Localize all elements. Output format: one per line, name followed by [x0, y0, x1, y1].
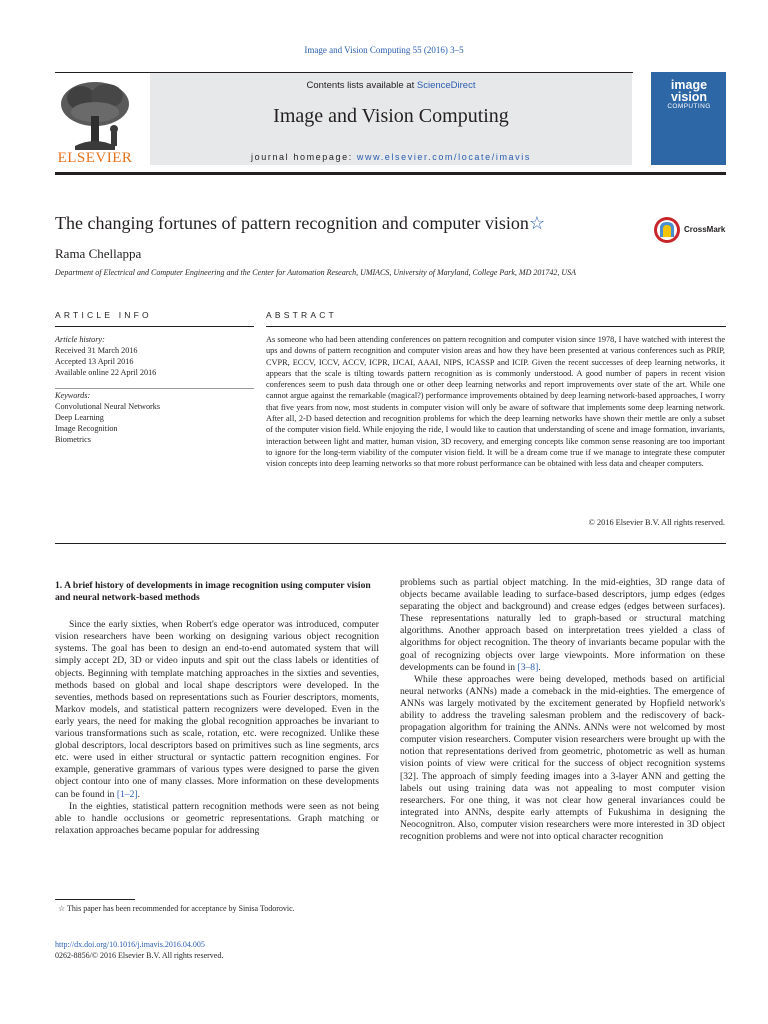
- elsevier-wordmark: ELSEVIER: [57, 150, 133, 166]
- header-thick-rule: [55, 172, 726, 175]
- cover-title-line3: COMPUTING: [667, 103, 711, 110]
- keyword: Convolutional Neural Networks: [55, 402, 161, 411]
- paragraph-text-end: .: [538, 661, 541, 673]
- cover-title-line1: image: [670, 78, 708, 92]
- footnote-text: ☆ This paper has been recommended for acceptance by Sinisa Todorovic.: [58, 904, 295, 913]
- body-paragraph: In the eighties, statistical pattern recognition methods were seen as not being able to handle occlusions or geometric representations. Graph matching or relaxation approaches became popular for addressing: [55, 800, 379, 836]
- abstract-heading: ABSTRACT: [266, 310, 337, 320]
- paragraph-text-end: .: [137, 788, 140, 800]
- crossmark-label[interactable]: CrossMark: [684, 225, 726, 234]
- body-paragraph: [400, 577, 725, 674]
- issn-copyright: 0262-8856/© 2016 Elsevier B.V. All rights reserved.: [55, 951, 224, 960]
- journal-homepage-line: [150, 152, 632, 162]
- body-column-right: [400, 577, 725, 843]
- citation-link[interactable]: [1–2]: [116, 788, 138, 800]
- title-footnote-star-icon[interactable]: ☆: [528, 213, 546, 233]
- journal-title: Image and Vision Computing: [273, 105, 509, 127]
- contents-available-line: [150, 80, 632, 91]
- keyword: Deep Learning: [55, 413, 104, 422]
- author-name: Rama Chellappa: [55, 246, 142, 261]
- sciencedirect-link[interactable]: ScienceDirect: [416, 80, 476, 91]
- keywords-label: Keywords:: [55, 391, 91, 400]
- journal-citation[interactable]: Image and Vision Computing 55 (2016) 3–5: [304, 45, 464, 55]
- author-affiliation: Department of Electrical and Computer Engineering and the Center for Automation Research, UMIACS, University of Maryland, College Park, MD 201742, USA: [55, 268, 577, 277]
- history-label: Article history:: [55, 335, 105, 344]
- cover-title-line2: vision: [670, 90, 708, 104]
- body-column-left: [55, 580, 379, 837]
- homepage-link[interactable]: www.elsevier.com/locate/imavis: [356, 152, 531, 162]
- section-heading: 1. A brief history of developments in image recognition using computer vision and neural network-based methods: [55, 580, 371, 604]
- keyword: Image Recognition: [55, 424, 118, 433]
- online-date: Available online 22 April 2016: [55, 368, 157, 377]
- doi-link[interactable]: http://dx.doi.org/10.1016/j.imavis.2016.04.005: [55, 940, 205, 949]
- citation-link[interactable]: [3–8]: [517, 661, 539, 673]
- article-title-text: The changing fortunes of pattern recognition and computer vision: [55, 213, 529, 233]
- body-paragraph: [55, 619, 379, 800]
- contents-prefix: Contents lists available at: [306, 80, 417, 91]
- article-info-heading: ARTICLE INFO: [55, 310, 152, 320]
- accepted-date: Accepted 13 April 2016: [55, 357, 134, 366]
- footnote-rule: [55, 899, 135, 900]
- paragraph-text: problems such as partial object matching. In the mid-eighties, 3D range data of objects became available leading to surface-based descriptors, jump edges (edges separating the object and background) and crease edges (edges between surfaces). These representations naturally led to graph-based or structural matching algorithms. Another approach based on interpretation trees yielded a class of algorithms for object recognition. The theory of invariants became popular with the goal of recognizing objects over large viewpoints. More information on these developments can be found in: [400, 577, 725, 673]
- article-info-rule: [55, 326, 254, 327]
- homepage-prefix: journal homepage:: [251, 152, 357, 162]
- abstract-text: As someone who had been attending conferences on pattern recognition and computer vision since 1978, I have watched with interest the ups and downs of pattern recognition and computer vision areas and how they have been presented at various conferences such as PRIP, CVPR, ECCV, ICCV, ACCV, ICPR, IJCAI, AAAI, NIPS, ICASSP and ICIP. Given the recent successes of deep learning networks, it appears that the scale is tilting towards pattern recognition as is commonly understood. A good number of papers in recent vision conferences seem to push data through one or other deep learning networks and report improvements over state of the art. While one cannot argue against the remarkable (magical?) performance improvements obtained by deep learning network-based approaches, I worry that five years from now, most students in computer vision will only be aware of software that implements some deep learning network. After all, 2-D based detection and recognition problems for which the deep learning networks have shown their mettle are only a subset of the computer vision field. While enjoying the ride, I would like to caution that understanding of scene and image formation, invariants, interaction between light and matter, human vision, 3D recovery, and emerging concepts like common sense reasoning are too important to ignore for the long-term viability of the computer vision field. It will be a dream come true if we manage to integrate these computer vision concepts into deep learning networks so that more robust performance can be obtained with less data and cheaper computers.: [266, 335, 725, 469]
- received-date: Received 31 March 2016: [55, 346, 138, 355]
- article-title: [55, 213, 545, 234]
- paragraph-text: Since the early sixties, when Robert's edge operator was introduced, computer vision researchers have been working on designing various object recognition systems. The goal has been to design an end-to-end automated system that will simply accept 2D, 3D or video inputs and spit out the class labels or identities of objects. Beginning with template matching approaches in the sixties and seventies, methods based on global and local shape descriptors were developed. In the seventies, methods based on representations such as Fourier descriptors, moments, Markov models, and statistical pattern recognizers were developed. Even in the early years, the need for making the global recognition approaches be invariant to various transformations such as scale, rotation, etc. were recognized. Unlike these global descriptors, local descriptors based on primitives such as line segments, arcs etc. were used in either structural or syntactic pattern recognition engines. For example, generative grammars of various types were designed to parse the given object contour into one of many classes. More information on these developments can be found in: [55, 619, 379, 800]
- body-paragraph: While these approaches were being developed, methods based on artificial neural networks (ANNs) made a comeback in the mid-eighties. The emergence of ANNs was largely motivated by the excitement generated by Hopfield network's ability to address the traveling salesman problem and the rediscovery of back-propagation algorithm for training the ANNs. ANNs were not welcomed by most computer vision researchers. Computer vision researchers were brought up with the notion that representations derived from geometric, photometric as well as human vision points of view were critical for the success of object recognition systems [32]. The approach of simply feeding images into a 3-layer ANN and getting the labels out using training data was not appealing to most computer vision researchers. For one thing, it was not clear how general invariances could be integrated into ANNs, despite early attempts of Fukushima in designing the Neocognitron. Also, computer vision researchers were more interested in 3D object recognition problems and were not into optical character recognition: [400, 673, 725, 842]
- article-history: [55, 334, 254, 378]
- keywords-list: [55, 390, 254, 445]
- abstract-bottom-rule: [55, 543, 726, 544]
- keyword: Biometrics: [55, 435, 91, 444]
- abstract-rule: [266, 326, 726, 327]
- abstract-copyright: © 2016 Elsevier B.V. All rights reserved.: [588, 518, 725, 527]
- article-info-separator: [55, 388, 254, 389]
